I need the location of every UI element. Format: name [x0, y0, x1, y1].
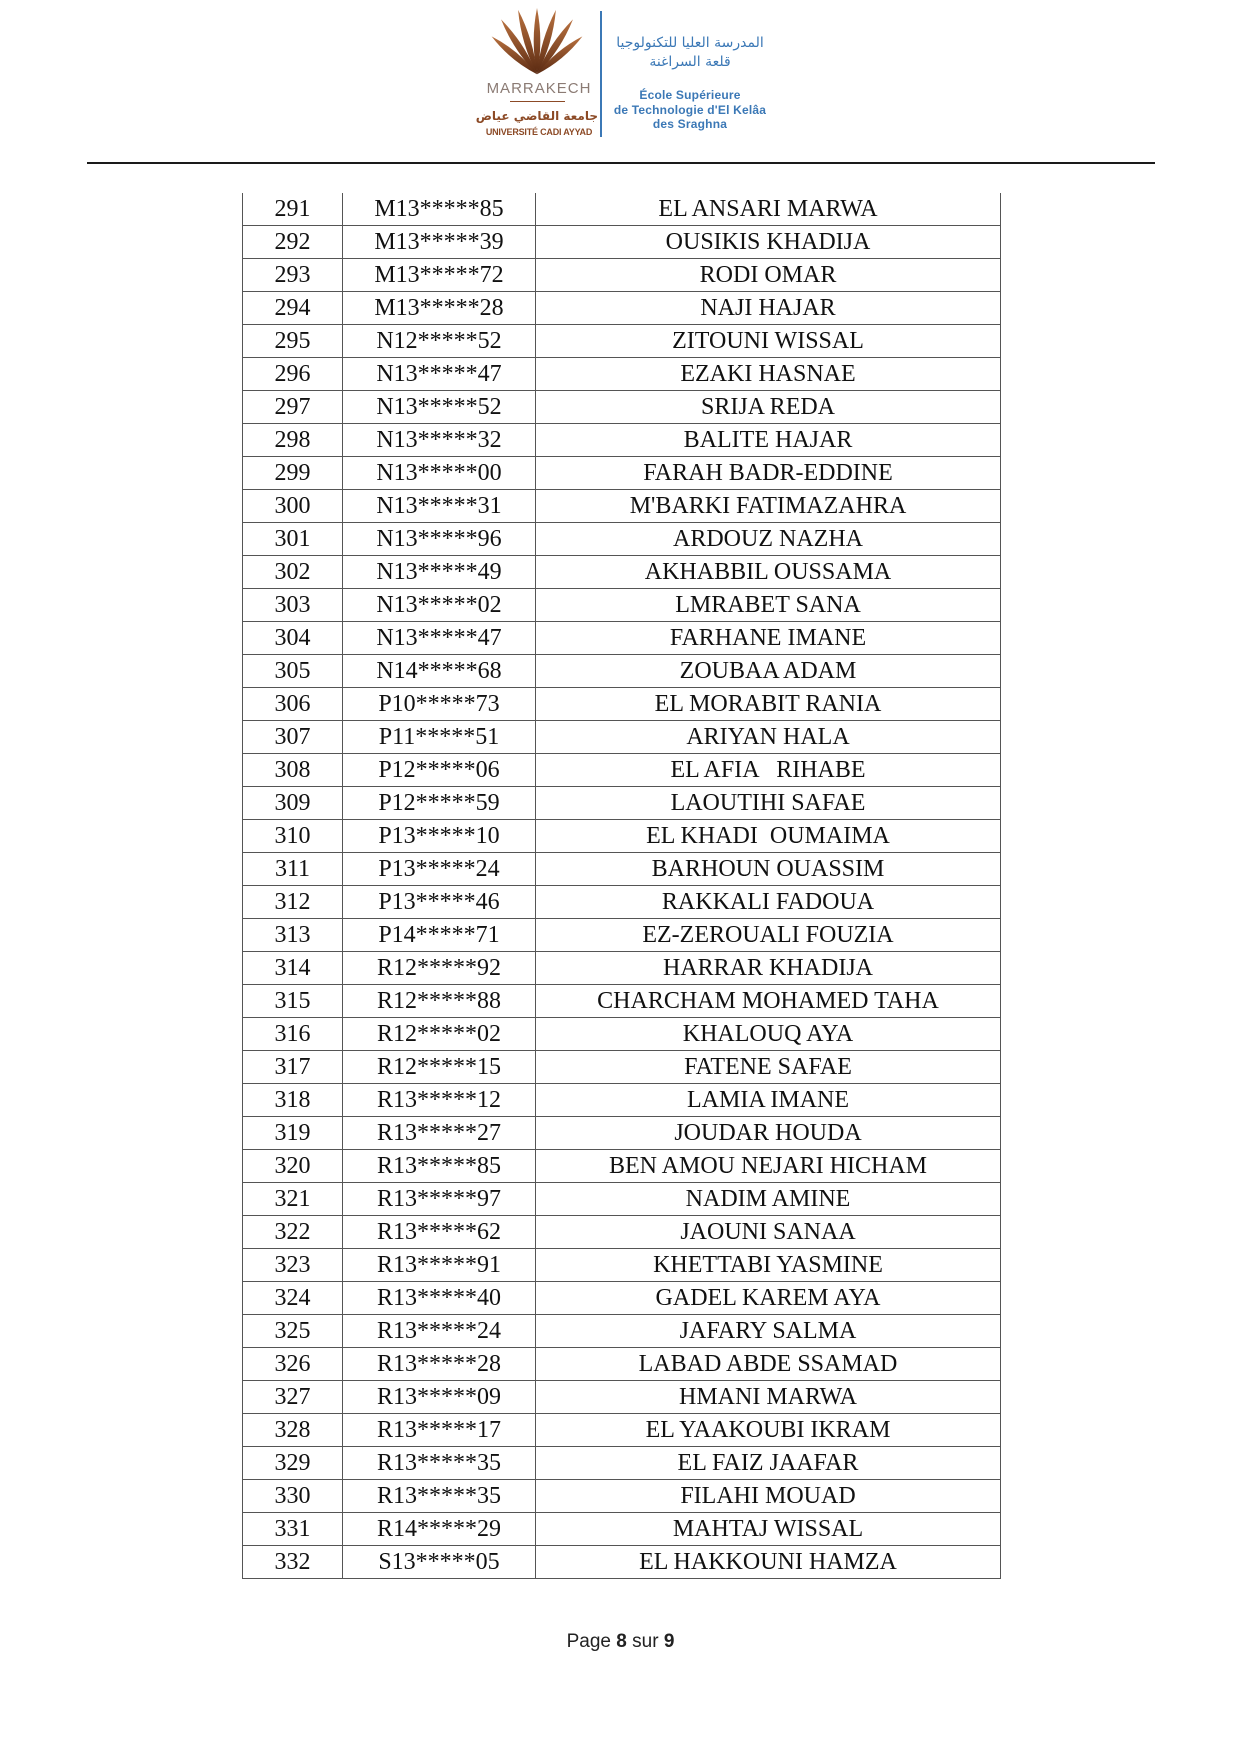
row-number-cell: 312 [243, 886, 343, 919]
full-name-cell: BALITE HAJAR [536, 424, 1001, 457]
masked-id-cell: R13*****24 [343, 1315, 536, 1348]
table-row [243, 556, 1001, 589]
full-name-cell: NADIM AMINE [536, 1183, 1001, 1216]
header-rule [87, 162, 1155, 164]
school-name-french-line-3: des Sraghna [652, 117, 728, 131]
full-name-cell: ZITOUNI WISSAL [536, 325, 1001, 358]
masked-id-cell: R13*****91 [343, 1249, 536, 1282]
table-row [243, 391, 1001, 424]
university-city-name: MARRAKECH [486, 80, 592, 97]
full-name-cell: M'BARKI FATIMAZAHRA [536, 490, 1001, 523]
full-name-cell: EL AFIA RIHABE [536, 754, 1001, 787]
row-number-cell: 305 [243, 655, 343, 688]
school-name-arabic-line-2: قلعة السراغنة [649, 54, 731, 70]
masked-id-cell: P13*****10 [343, 820, 536, 853]
row-number-cell: 332 [243, 1546, 343, 1579]
table-row [243, 259, 1001, 292]
masked-id-cell: R12*****02 [343, 1018, 536, 1051]
row-number-cell: 328 [243, 1414, 343, 1447]
table-row [243, 1513, 1001, 1546]
school-name-french-line-1: École Supérieure [639, 88, 741, 102]
full-name-cell: ARIYAN HALA [536, 721, 1001, 754]
full-name-cell: EL MORABIT RANIA [536, 688, 1001, 721]
table-row [243, 820, 1001, 853]
row-number-cell: 319 [243, 1117, 343, 1150]
table-row [243, 1216, 1001, 1249]
full-name-cell: SRIJA REDA [536, 391, 1001, 424]
masked-id-cell: R12*****15 [343, 1051, 536, 1084]
school-name-arabic-line-1: المدرسة العليا للتكنولوجيا [616, 35, 764, 51]
full-name-cell: LABAD ABDE SSAMAD [536, 1348, 1001, 1381]
masked-id-cell: R13*****85 [343, 1150, 536, 1183]
row-number-cell: 304 [243, 622, 343, 655]
table-row [243, 1117, 1001, 1150]
masked-id-cell: N13*****31 [343, 490, 536, 523]
current-page-number: 8 [616, 1631, 627, 1652]
table-row [243, 952, 1001, 985]
masked-id-cell: R14*****29 [343, 1513, 536, 1546]
full-name-cell: RODI OMAR [536, 259, 1001, 292]
masked-id-cell: N13*****32 [343, 424, 536, 457]
row-number-cell: 322 [243, 1216, 343, 1249]
university-name-arabic: جامعة القاضي عياض [475, 109, 598, 123]
row-number-cell: 308 [243, 754, 343, 787]
masked-id-cell: R13*****17 [343, 1414, 536, 1447]
full-name-cell: EL YAAKOUBI IKRAM [536, 1414, 1001, 1447]
table-row [243, 523, 1001, 556]
logo-underline [510, 101, 565, 102]
table-row [243, 325, 1001, 358]
total-pages-number: 9 [663, 1631, 675, 1652]
full-name-cell: KHALOUQ AYA [536, 1018, 1001, 1051]
full-name-cell: LMRABET SANA [536, 589, 1001, 622]
row-number-cell: 327 [243, 1381, 343, 1414]
masked-id-cell: N13*****47 [343, 622, 536, 655]
results-table [242, 193, 1001, 1579]
row-number-cell: 323 [243, 1249, 343, 1282]
page-label: Page [566, 1631, 611, 1652]
full-name-cell: NAJI HAJAR [536, 292, 1001, 325]
masked-id-cell: N13*****96 [343, 523, 536, 556]
full-name-cell: FARAH BADR-EDDINE [536, 457, 1001, 490]
masked-id-cell: N12*****52 [343, 325, 536, 358]
table-row [243, 919, 1001, 952]
row-number-cell: 310 [243, 820, 343, 853]
row-number-cell: 296 [243, 358, 343, 391]
table-row [243, 886, 1001, 919]
page-footer [0, 1630, 1241, 1654]
table-row [243, 292, 1001, 325]
masked-id-cell: R13*****28 [343, 1348, 536, 1381]
table-row [243, 622, 1001, 655]
palm-fan-emblem-icon [487, 8, 587, 78]
row-number-cell: 298 [243, 424, 343, 457]
full-name-cell: BEN AMOU NEJARI HICHAM [536, 1150, 1001, 1183]
logo-divider [600, 11, 602, 137]
row-number-cell: 299 [243, 457, 343, 490]
row-number-cell: 313 [243, 919, 343, 952]
masked-id-cell: N13*****00 [343, 457, 536, 490]
row-number-cell: 330 [243, 1480, 343, 1513]
masked-id-cell: R13*****97 [343, 1183, 536, 1216]
masked-id-cell: S13*****05 [343, 1546, 536, 1579]
full-name-cell: FILAHI MOUAD [536, 1480, 1001, 1513]
full-name-cell: MAHTAJ WISSAL [536, 1513, 1001, 1546]
row-number-cell: 303 [243, 589, 343, 622]
table-row [243, 1315, 1001, 1348]
results-table-body [243, 193, 1001, 1579]
full-name-cell: RAKKALI FADOUA [536, 886, 1001, 919]
full-name-cell: JOUDAR HOUDA [536, 1117, 1001, 1150]
masked-id-cell: R13*****09 [343, 1381, 536, 1414]
table-row [243, 1249, 1001, 1282]
table-row [243, 655, 1001, 688]
row-number-cell: 292 [243, 226, 343, 259]
row-number-cell: 316 [243, 1018, 343, 1051]
row-number-cell: 325 [243, 1315, 343, 1348]
full-name-cell: GADEL KAREM AYA [536, 1282, 1001, 1315]
table-row [243, 490, 1001, 523]
table-row [243, 1084, 1001, 1117]
masked-id-cell: P13*****46 [343, 886, 536, 919]
table-row [243, 787, 1001, 820]
table-row [243, 424, 1001, 457]
masked-id-cell: N14*****68 [343, 655, 536, 688]
row-number-cell: 291 [243, 193, 343, 226]
row-number-cell: 331 [243, 1513, 343, 1546]
table-row [243, 589, 1001, 622]
table-row [243, 226, 1001, 259]
table-row [243, 358, 1001, 391]
full-name-cell: FATENE SAFAE [536, 1051, 1001, 1084]
row-number-cell: 293 [243, 259, 343, 292]
row-number-cell: 301 [243, 523, 343, 556]
masked-id-cell: R12*****92 [343, 952, 536, 985]
full-name-cell: FARHANE IMANE [536, 622, 1001, 655]
table-row [243, 1282, 1001, 1315]
masked-id-cell: M13*****39 [343, 226, 536, 259]
full-name-cell: EL KHADI OUMAIMA [536, 820, 1001, 853]
page-separator: sur [632, 1631, 659, 1652]
row-number-cell: 315 [243, 985, 343, 1018]
full-name-cell: ARDOUZ NAZHA [536, 523, 1001, 556]
table-row [243, 721, 1001, 754]
full-name-cell: JAFARY SALMA [536, 1315, 1001, 1348]
full-name-cell: LAMIA IMANE [536, 1084, 1001, 1117]
masked-id-cell: R12*****88 [343, 985, 536, 1018]
table-row [243, 1480, 1001, 1513]
masked-id-cell: R13*****35 [343, 1480, 536, 1513]
masked-id-cell: R13*****12 [343, 1084, 536, 1117]
masked-id-cell: M13*****72 [343, 259, 536, 292]
row-number-cell: 329 [243, 1447, 343, 1480]
table-row [243, 754, 1001, 787]
row-number-cell: 321 [243, 1183, 343, 1216]
masked-id-cell: P10*****73 [343, 688, 536, 721]
masked-id-cell: N13*****02 [343, 589, 536, 622]
row-number-cell: 300 [243, 490, 343, 523]
table-row [243, 1381, 1001, 1414]
table-row [243, 457, 1001, 490]
masked-id-cell: N13*****49 [343, 556, 536, 589]
school-name-french-line-2: de Technologie d'El Kelâa [613, 103, 767, 117]
row-number-cell: 294 [243, 292, 343, 325]
masked-id-cell: P12*****06 [343, 754, 536, 787]
full-name-cell: EL HAKKOUNI HAMZA [536, 1546, 1001, 1579]
masked-id-cell: R13*****40 [343, 1282, 536, 1315]
row-number-cell: 324 [243, 1282, 343, 1315]
table-row [243, 985, 1001, 1018]
masked-id-cell: M13*****85 [343, 193, 536, 226]
table-row [243, 1018, 1001, 1051]
full-name-cell: ZOUBAA ADAM [536, 655, 1001, 688]
table-row [243, 1051, 1001, 1084]
row-number-cell: 306 [243, 688, 343, 721]
row-number-cell: 295 [243, 325, 343, 358]
full-name-cell: AKHABBIL OUSSAMA [536, 556, 1001, 589]
table-row [243, 1150, 1001, 1183]
masked-id-cell: N13*****52 [343, 391, 536, 424]
full-name-cell: EL FAIZ JAAFAR [536, 1447, 1001, 1480]
table-row [243, 853, 1001, 886]
table-row [243, 1348, 1001, 1381]
full-name-cell: BARHOUN OUASSIM [536, 853, 1001, 886]
masked-id-cell: M13*****28 [343, 292, 536, 325]
row-number-cell: 302 [243, 556, 343, 589]
row-number-cell: 309 [243, 787, 343, 820]
row-number-cell: 311 [243, 853, 343, 886]
row-number-cell: 317 [243, 1051, 343, 1084]
table-row [243, 193, 1001, 226]
full-name-cell: LAOUTIHI SAFAE [536, 787, 1001, 820]
masked-id-cell: N13*****47 [343, 358, 536, 391]
row-number-cell: 318 [243, 1084, 343, 1117]
table-row [243, 1447, 1001, 1480]
masked-id-cell: R13*****62 [343, 1216, 536, 1249]
university-name-latin: UNIVERSITÉ CADI AYYAD [485, 127, 593, 137]
row-number-cell: 314 [243, 952, 343, 985]
row-number-cell: 320 [243, 1150, 343, 1183]
full-name-cell: EZAKI HASNAE [536, 358, 1001, 391]
full-name-cell: JAOUNI SANAA [536, 1216, 1001, 1249]
table-row [243, 1183, 1001, 1216]
masked-id-cell: P11*****51 [343, 721, 536, 754]
full-name-cell: KHETTABI YASMINE [536, 1249, 1001, 1282]
masked-id-cell: P14*****71 [343, 919, 536, 952]
masked-id-cell: P12*****59 [343, 787, 536, 820]
table-row [243, 1546, 1001, 1579]
full-name-cell: OUSIKIS KHADIJA [536, 226, 1001, 259]
full-name-cell: HMANI MARWA [536, 1381, 1001, 1414]
masked-id-cell: R13*****27 [343, 1117, 536, 1150]
table-row [243, 1414, 1001, 1447]
full-name-cell: CHARCHAM MOHAMED TAHA [536, 985, 1001, 1018]
full-name-cell: HARRAR KHADIJA [536, 952, 1001, 985]
masked-id-cell: R13*****35 [343, 1447, 536, 1480]
full-name-cell: EL ANSARI MARWA [536, 193, 1001, 226]
row-number-cell: 297 [243, 391, 343, 424]
full-name-cell: EZ-ZEROUALI FOUZIA [536, 919, 1001, 952]
row-number-cell: 307 [243, 721, 343, 754]
masked-id-cell: P13*****24 [343, 853, 536, 886]
table-row [243, 688, 1001, 721]
row-number-cell: 326 [243, 1348, 343, 1381]
